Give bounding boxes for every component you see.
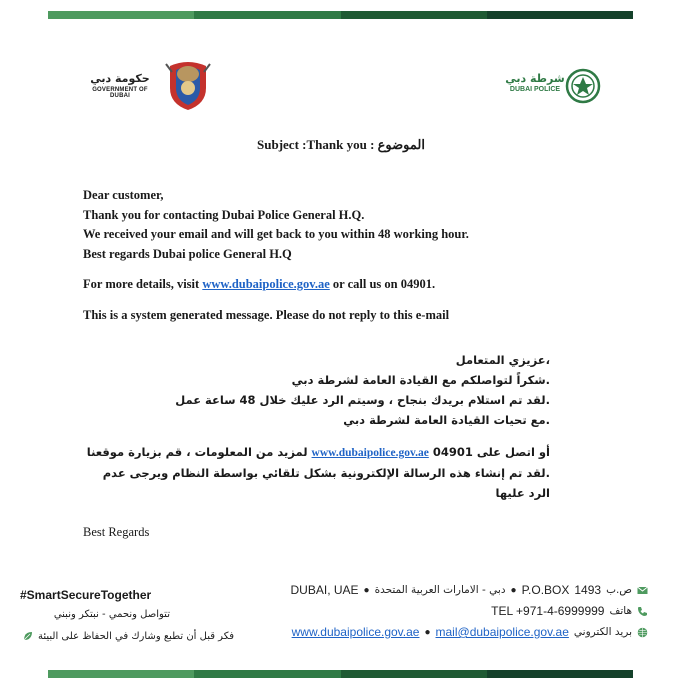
separator-dot: ● [363, 584, 370, 596]
address-english: DUBAI, UAE [290, 583, 359, 597]
english-line-3: Best regards Dubai police General H.Q [83, 246, 292, 261]
dubai-emblem-icon [162, 58, 214, 112]
address-arabic: دبي - الامارات العربية المتحدة [374, 584, 506, 596]
web-line [292, 625, 648, 639]
bottom-color-stripe [48, 670, 633, 678]
email-arabic-label: بريد الكتروني [573, 626, 632, 638]
arabic-contact-suffix: لمزيد من المعلومات ، قم بزيارة موقعنا [86, 445, 312, 459]
english-message [83, 186, 623, 325]
separator-dot: ● [424, 626, 431, 638]
separator-dot: ● [510, 584, 517, 596]
telephone-arabic: هاتف [609, 605, 632, 617]
arabic-line-3: .مع تحيات القيادة العامة لشرطة دبي [343, 413, 550, 427]
english-line-1: Thank you for contacting Dubai Police General H.Q. [83, 207, 365, 222]
mail-icon [637, 585, 648, 596]
closing-text: Best Regards [83, 525, 150, 539]
english-system-note: This is a system generated message. Please do not reply to this e-mail [83, 307, 450, 322]
top-color-stripe [48, 11, 633, 19]
footer-email-link[interactable]: mail@dubaipolice.gov.ae [435, 625, 569, 639]
police-logo-text [505, 72, 565, 93]
details-suffix: or call us on 04901. [329, 277, 436, 291]
globe-icon [637, 627, 648, 638]
address-line [291, 583, 648, 597]
slogan-2-text: فكر قبل أن تطبع وشارك في الحفاظ على البيئة [38, 630, 234, 642]
arabic-contact-prefix: أو اتصل على 04901 [428, 445, 550, 459]
phone-icon [637, 606, 648, 617]
arabic-line-2: .لقد تم استلام بريدك بنجاح ، وسيتم الرد عليك خلال 48 ساعة عمل [175, 393, 550, 407]
pobox-number: 1493 [574, 583, 602, 597]
hashtag: #SmartSecureTogether [20, 588, 152, 602]
arabic-greeting: ،عزيزي المتعامل [455, 353, 550, 367]
dubai-police-emblem-icon [565, 68, 601, 104]
footer-website-link[interactable]: www.dubaipolice.gov.ae [291, 625, 420, 639]
arabic-line-1: .شكراً لتواصلكم مع القيادة العامة لشرطة دبي [291, 373, 550, 387]
government-name-arabic: حكومة دبي [90, 72, 150, 85]
english-greeting: Dear customer, [83, 188, 164, 202]
english-details [83, 275, 623, 295]
arabic-message [80, 350, 550, 503]
english-line-2: We received your email and will get back to you within 48 working hour. [83, 227, 469, 241]
email-subject: Subject :Thank you : الموضوع [257, 137, 425, 152]
telephone: TEL +971-4-6999999 [491, 604, 605, 618]
arabic-website-link[interactable]: www.dubaipolice.gov.ae [311, 447, 429, 459]
leaf-icon [22, 630, 34, 642]
pobox-arabic: ص.ب [606, 584, 632, 596]
telephone-line [491, 604, 648, 618]
police-name-arabic: شرطة دبي [505, 72, 565, 85]
government-name-english: GOVERNMENT OF DUBAI [92, 87, 148, 99]
details-prefix: For more details, visit [83, 277, 203, 291]
arabic-system-note: .لقد تم إنشاء هذه الرسالة الإلكترونية بشكل تلقائي بواسطة النظام ويرجى عدم الرد عليها [102, 466, 550, 500]
government-logo-text [82, 72, 158, 99]
arabic-contact [80, 442, 550, 463]
slogan-line-1: تتواصل ونحمي - نبتكر ونبني [53, 609, 170, 620]
slogan-line-2 [22, 630, 258, 642]
pobox-label: P.O.BOX [521, 583, 570, 597]
website-link[interactable]: www.dubaipolice.gov.ae [202, 277, 330, 291]
police-name-english: DUBAI POLICE [509, 86, 561, 93]
